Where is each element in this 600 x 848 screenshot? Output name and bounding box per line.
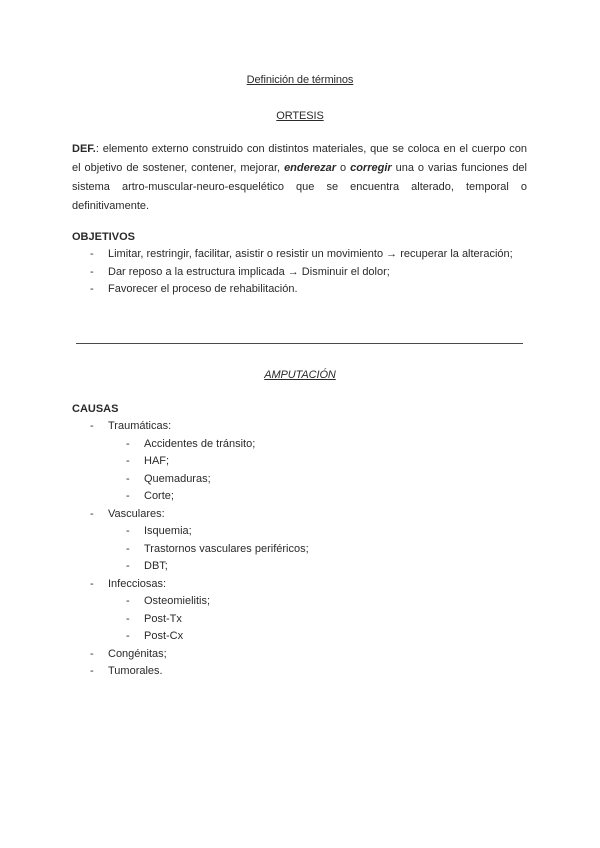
definition-text-1: : elemento externo construido con distintos materiales, que se coloca en el cuerpo con el objetivo de sostener, contener, mejorar,: [72, 143, 527, 174]
dash-bullet: -: [90, 647, 94, 660]
dash-bullet: -: [90, 265, 94, 278]
definition-emphasis-enderezar: enderezar: [284, 162, 337, 174]
cause-label: Vasculares:: [108, 507, 165, 520]
cause-item-infecciosas: [72, 576, 527, 646]
dash-bullet: -: [126, 472, 130, 485]
dash-bullet: -: [126, 437, 130, 450]
cause-item-traumaticas: [72, 418, 527, 506]
sub-list-item: [108, 611, 527, 629]
causes-list: [72, 418, 527, 681]
cause-label: Congénitas;: [108, 647, 167, 660]
dash-bullet: -: [126, 542, 130, 555]
sub-list: [108, 523, 527, 576]
causes-heading: CAUSAS: [72, 403, 119, 415]
sub-item-text: Corte;: [144, 490, 174, 502]
sub-list-item: [108, 436, 527, 454]
ortesis-title: ORTESIS: [276, 110, 324, 122]
sub-item-text: Accidentes de tránsito;: [144, 437, 256, 450]
sub-list-item: [108, 453, 527, 471]
sub-item-text: Isquemia;: [144, 525, 192, 537]
sub-item-text: Osteomielitis;: [144, 595, 211, 607]
ortesis-definition: [72, 140, 527, 216]
sub-list-item: [108, 558, 527, 576]
page-title: Definición de términos: [246, 74, 354, 86]
sub-item-text: Post-Tx: [144, 612, 182, 625]
section-divider: [76, 343, 523, 344]
cause-item-tumorales: [72, 663, 527, 681]
definition-emphasis-corregir: corregir: [350, 162, 392, 174]
sub-list: [108, 593, 527, 646]
objectives-list: [72, 246, 527, 299]
sub-list-item: [108, 523, 527, 541]
sub-list-item: [108, 628, 527, 646]
dash-bullet: -: [126, 525, 130, 537]
sub-list: [108, 436, 527, 506]
list-item: [72, 246, 527, 264]
definition-label: DEF.: [72, 143, 96, 155]
definition-text-2: una o varias funciones del sistema artro-muscular-neuro-esquelético que se encuentra alterado, temporal o definitivamente.: [72, 162, 527, 212]
objective-text: Dar reposo a la estructura implicada → Disminuir el dolor;: [108, 265, 390, 278]
dash-bullet: -: [90, 665, 94, 677]
cause-label: Infecciosas:: [108, 577, 167, 590]
sub-item-text: Post-Cx: [144, 630, 184, 642]
cause-item-congenitas: [72, 646, 527, 664]
objectives-heading: OBJETIVOS: [72, 231, 135, 243]
sub-list-item: [108, 593, 527, 611]
dash-bullet: -: [90, 248, 94, 260]
sub-item-text: Quemaduras;: [144, 472, 211, 485]
objective-text: Limitar, restringir, facilitar, asistir o resistir un movimiento → recuperar la alteración;: [108, 248, 513, 260]
dash-bullet: -: [126, 455, 130, 467]
dash-bullet: -: [90, 577, 94, 590]
dash-bullet: -: [90, 420, 94, 432]
list-item: [72, 281, 527, 299]
dash-bullet: -: [126, 630, 130, 642]
list-item: [72, 264, 527, 282]
sub-list-item: [108, 471, 527, 489]
dash-bullet: -: [126, 560, 130, 572]
sub-list-item: [108, 541, 527, 559]
dash-bullet: -: [126, 612, 130, 625]
dash-bullet: -: [90, 507, 94, 520]
cause-label: Traumáticas:: [108, 420, 172, 432]
amputacion-title: AMPUTACIÓN: [264, 369, 336, 381]
sub-list-item: [108, 488, 527, 506]
definition-text-mid: o: [336, 162, 351, 174]
sub-item-text: HAF;: [144, 455, 170, 467]
cause-item-vasculares: [72, 506, 527, 576]
objective-text: Favorecer el proceso de rehabilitación.: [108, 283, 298, 295]
sub-item-text: DBT;: [144, 560, 168, 572]
dash-bullet: -: [126, 595, 130, 607]
sub-item-text: Trastornos vasculares periféricos;: [144, 542, 309, 555]
dash-bullet: -: [90, 283, 94, 295]
dash-bullet: -: [126, 490, 130, 502]
cause-label: Tumorales.: [108, 665, 163, 677]
